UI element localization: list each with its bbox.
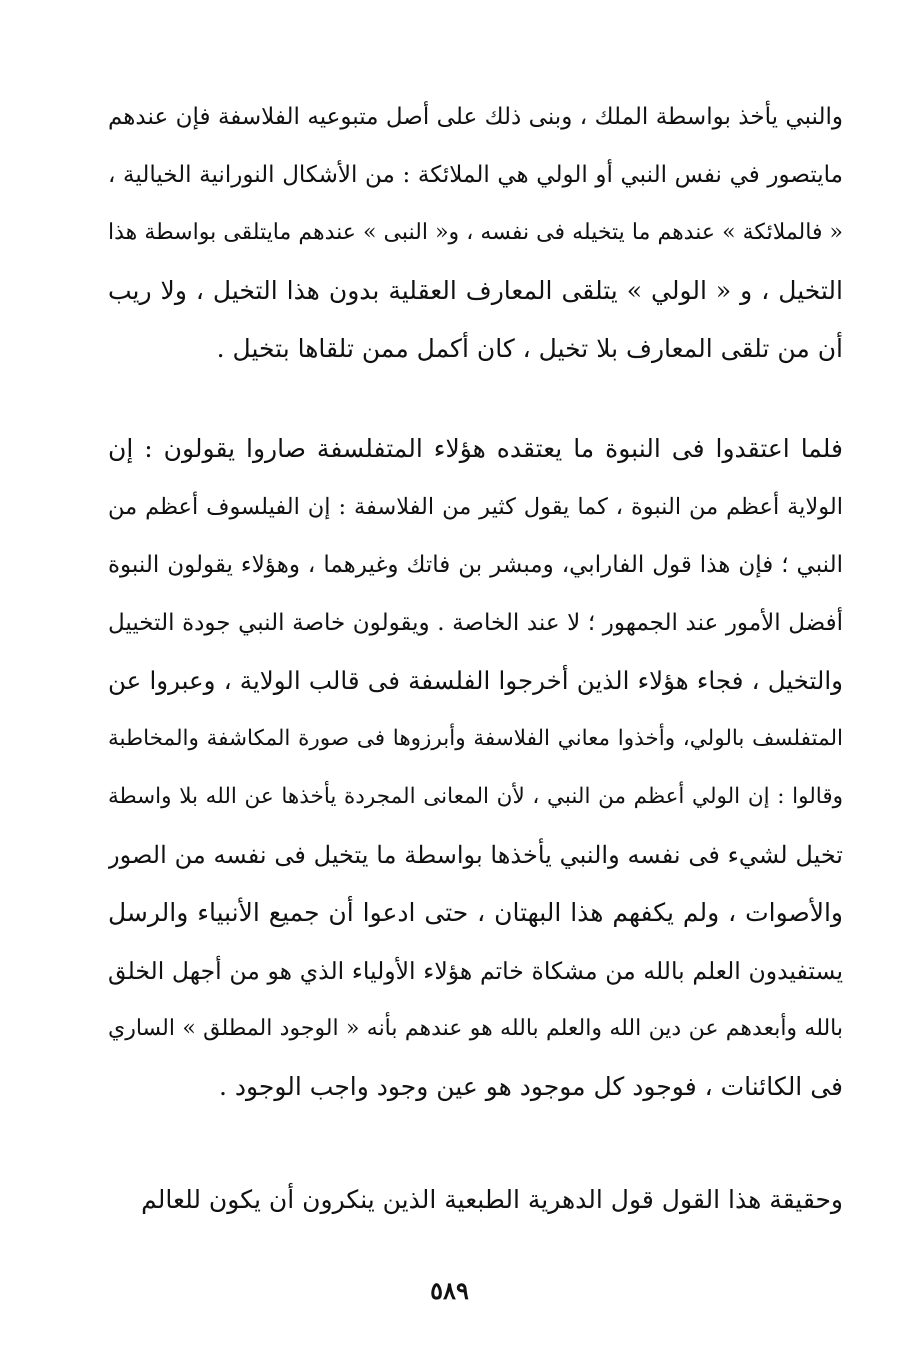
text-line: والتخيل ، فجاء هؤلاء الذين أخرجوا الفلسفة فى قالب الولاية ، وعبروا عن <box>108 666 843 695</box>
text-line: « فالملائكة » عندهم ما يتخيله فى نفسه ، و« النبى » عندهم مايتلقى بواسطة هذا <box>108 220 843 245</box>
text-line: فلما اعتقدوا فى النبوة ما يعتقده هؤلاء المتفلسفة صاروا يقولون : إن <box>108 434 843 463</box>
page-number: ٥٨٩ <box>430 1276 469 1305</box>
text-line: مايتصور في نفس النبي أو الولي هي الملائكة : من الأشكال النورانية الخيالية ، <box>108 162 843 188</box>
text-line: التخيل ، و « الولي » يتلقى المعارف العقلية بدون هذا التخيل ، ولا ريب <box>108 276 843 305</box>
text-line: والنبي يأخذ بواسطة الملك ، وبنى ذلك على أصل متبوعيه الفلاسفة فإن عندهم <box>108 104 843 130</box>
text-line: وحقيقة هذا القول قول الدهرية الطبعية الذين ينكرون أن يكون للعالم <box>141 1185 843 1214</box>
text-line: والأصوات ، ولم يكفهم هذا البهتان ، حتى ادعوا أن جميع الأنبياء والرسل <box>108 898 843 927</box>
text-line: وقالوا : إن الولي أعظم من النبي ، لأن المعانى المجردة يأخذها عن الله بلا واسطة <box>108 784 843 809</box>
text-line: المتفلسف بالولي، وأخذوا معاني الفلاسفة وأبرزوها فى صورة المكاشفة والمخاطبة <box>108 726 843 751</box>
paragraph-3 <box>108 1171 843 1229</box>
text-line: فى الكائنات ، فوجود كل موجود هو عين وجود واجب الوجود . <box>218 1072 843 1101</box>
text-line: أفضل الأمور عند الجمهور ؛ لا عند الخاصة . ويقولون خاصة النبي جودة التخييل <box>108 610 843 636</box>
text-line: تخيل لشيء فى نفسه والنبي يأخذها بواسطة ما يتخيل فى نفسه من الصور <box>108 841 843 869</box>
text-line: يستفيدون العلم بالله من مشكاة خاتم هؤلاء الأولياء الذي هو من أجهل الخلق <box>108 957 843 985</box>
text-line: أن من تلقى المعارف بلا تخيل ، كان أكمل ممن تلقاها بتخيل . <box>216 334 843 363</box>
text-line: النبي ؛ فإن هذا قول الفارابي، ومبشر بن فاتك وغيرهما ، وهؤلاء يقولون النبوة <box>108 552 843 578</box>
paragraph-1 <box>108 88 843 378</box>
text-line: الولاية أعظم من النبوة ، كما يقول كثير من الفلاسفة : إن الفيلسوف أعظم من <box>108 494 843 520</box>
text-line: بالله وأبعدهم عن دين الله والعلم بالله هو عندهم بأنه « الوجود المطلق » الساري <box>108 1016 843 1041</box>
paragraph-2 <box>108 420 843 1116</box>
